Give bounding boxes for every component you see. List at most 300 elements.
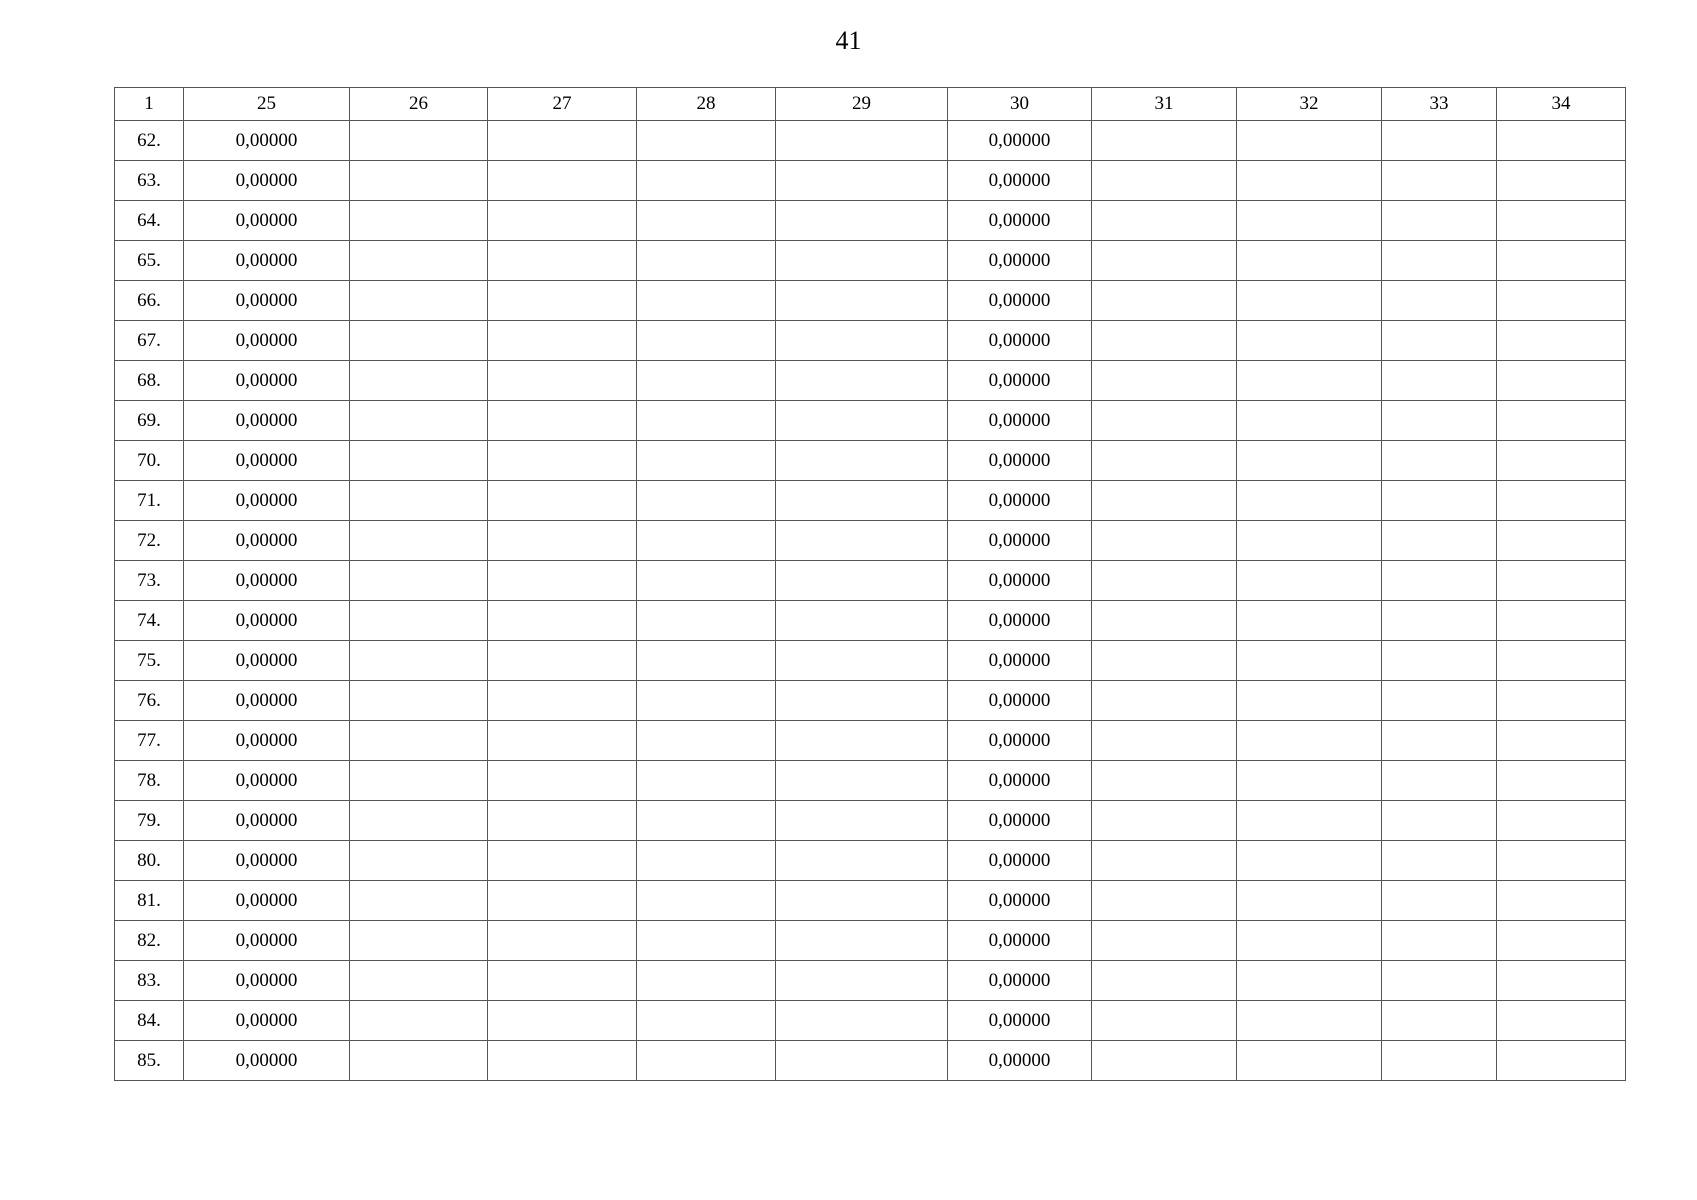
table-cell [1382, 961, 1497, 1001]
table-cell [488, 561, 637, 601]
table-cell [1382, 361, 1497, 401]
table-row [115, 521, 1626, 561]
table-cell [1237, 681, 1382, 721]
table-cell: 0,00000 [948, 161, 1092, 201]
table-cell [350, 201, 488, 241]
table-cell [776, 281, 948, 321]
table-cell [776, 841, 948, 881]
table-cell [1382, 601, 1497, 641]
table-row [115, 881, 1626, 921]
table-cell [1237, 601, 1382, 641]
table-row [115, 961, 1626, 1001]
table-cell [1382, 721, 1497, 761]
table-cell: 0,00000 [948, 1041, 1092, 1081]
table-cell [776, 881, 948, 921]
table-cell [488, 201, 637, 241]
table-cell [488, 521, 637, 561]
column-header: 25 [184, 88, 350, 121]
table-cell [350, 1041, 488, 1081]
table-row [115, 921, 1626, 961]
table-cell [1237, 241, 1382, 281]
table-cell [1497, 521, 1626, 561]
table-row [115, 281, 1626, 321]
table-cell: 0,00000 [184, 401, 350, 441]
table-body [115, 121, 1626, 1081]
table-cell: 0,00000 [184, 361, 350, 401]
table-cell: 0,00000 [948, 361, 1092, 401]
table-row [115, 601, 1626, 641]
table-cell: 0,00000 [948, 721, 1092, 761]
table-cell [637, 841, 776, 881]
row-number-cell: 72. [115, 521, 184, 561]
table-cell [1382, 161, 1497, 201]
table-cell [637, 281, 776, 321]
table-cell: 0,00000 [948, 441, 1092, 481]
table-row [115, 681, 1626, 721]
table-cell [1237, 481, 1382, 521]
table-cell [637, 321, 776, 361]
table-cell [776, 561, 948, 601]
table-cell [1497, 921, 1626, 961]
table-cell: 0,00000 [948, 1001, 1092, 1041]
column-header: 32 [1237, 88, 1382, 121]
table-cell [488, 241, 637, 281]
table-cell [1092, 881, 1237, 921]
table-cell [1382, 761, 1497, 801]
table-cell [776, 1001, 948, 1041]
table-cell [776, 161, 948, 201]
table-cell: 0,00000 [948, 881, 1092, 921]
table-cell [488, 161, 637, 201]
table-cell: 0,00000 [948, 641, 1092, 681]
table-cell [1092, 1001, 1237, 1041]
table-cell: 0,00000 [184, 721, 350, 761]
row-number-cell: 82. [115, 921, 184, 961]
table-cell [776, 401, 948, 441]
table-cell: 0,00000 [948, 681, 1092, 721]
table-cell [776, 801, 948, 841]
row-number-cell: 76. [115, 681, 184, 721]
table-cell [1237, 1001, 1382, 1041]
table-cell [637, 561, 776, 601]
table-cell [1497, 161, 1626, 201]
table-cell: 0,00000 [948, 801, 1092, 841]
table-cell [776, 361, 948, 401]
table-cell [1092, 441, 1237, 481]
table-cell [350, 321, 488, 361]
table-cell [776, 121, 948, 161]
table-header [115, 88, 1626, 121]
table-cell [776, 921, 948, 961]
table-cell [1382, 681, 1497, 721]
table-cell [776, 641, 948, 681]
table-cell [1092, 361, 1237, 401]
page-number: 41 [835, 26, 862, 55]
table-cell: 0,00000 [184, 481, 350, 521]
column-header: 27 [488, 88, 637, 121]
table-cell: 0,00000 [184, 321, 350, 361]
table-cell: 0,00000 [948, 921, 1092, 961]
table-cell [350, 681, 488, 721]
table-cell [350, 281, 488, 321]
table-cell [1382, 561, 1497, 601]
table-cell [1092, 601, 1237, 641]
table-cell [1092, 481, 1237, 521]
table-cell [637, 961, 776, 1001]
row-number-cell: 66. [115, 281, 184, 321]
table-cell [488, 881, 637, 921]
table-cell: 0,00000 [948, 481, 1092, 521]
row-number-cell: 78. [115, 761, 184, 801]
data-table [114, 87, 1626, 1081]
table-cell [488, 441, 637, 481]
row-number-cell: 75. [115, 641, 184, 681]
table-cell [776, 761, 948, 801]
table-cell [1237, 721, 1382, 761]
table-cell [1497, 641, 1626, 681]
table-cell [637, 521, 776, 561]
column-header: 29 [776, 88, 948, 121]
row-number-cell: 77. [115, 721, 184, 761]
table-cell [1497, 201, 1626, 241]
table-cell [350, 401, 488, 441]
table-row [115, 481, 1626, 521]
table-row [115, 1041, 1626, 1081]
table-cell: 0,00000 [948, 281, 1092, 321]
table-cell [488, 681, 637, 721]
table-cell [1092, 161, 1237, 201]
table-cell [488, 961, 637, 1001]
table-cell [1497, 961, 1626, 1001]
row-number-cell: 81. [115, 881, 184, 921]
table-cell [1237, 561, 1382, 601]
table-cell [1382, 841, 1497, 881]
table-cell: 0,00000 [948, 761, 1092, 801]
table-row [115, 641, 1626, 681]
table-cell [1382, 921, 1497, 961]
table-row [115, 401, 1626, 441]
table-cell [1092, 641, 1237, 681]
table-cell [1497, 761, 1626, 801]
table-cell [1092, 841, 1237, 881]
row-number-cell: 63. [115, 161, 184, 201]
table-cell [488, 361, 637, 401]
row-number-cell: 62. [115, 121, 184, 161]
table-cell [637, 161, 776, 201]
row-number-cell: 68. [115, 361, 184, 401]
table-row [115, 561, 1626, 601]
table-cell [1382, 321, 1497, 361]
table-cell [488, 1001, 637, 1041]
column-header: 33 [1382, 88, 1497, 121]
column-header: 31 [1092, 88, 1237, 121]
table-cell [776, 1041, 948, 1081]
table-cell [488, 721, 637, 761]
table-cell [1497, 121, 1626, 161]
table-cell [1237, 881, 1382, 921]
table-cell [1092, 1041, 1237, 1081]
row-number-cell: 73. [115, 561, 184, 601]
table-cell [1237, 121, 1382, 161]
table-cell [1237, 1041, 1382, 1081]
table-cell [488, 321, 637, 361]
table-cell [1382, 121, 1497, 161]
table-cell [1497, 1041, 1626, 1081]
row-number-cell: 70. [115, 441, 184, 481]
row-number-cell: 64. [115, 201, 184, 241]
table-cell: 0,00000 [948, 201, 1092, 241]
table-cell: 0,00000 [184, 961, 350, 1001]
table-cell [350, 841, 488, 881]
table-cell [350, 361, 488, 401]
table-cell [776, 321, 948, 361]
table-cell: 0,00000 [184, 841, 350, 881]
table-cell: 0,00000 [184, 1041, 350, 1081]
table-cell: 0,00000 [184, 801, 350, 841]
table-cell: 0,00000 [184, 641, 350, 681]
row-number-cell: 84. [115, 1001, 184, 1041]
table-cell [350, 921, 488, 961]
table-cell: 0,00000 [184, 201, 350, 241]
table-cell [776, 521, 948, 561]
table-cell [1382, 481, 1497, 521]
table-cell [776, 481, 948, 521]
table-cell [1497, 281, 1626, 321]
table-cell [1382, 641, 1497, 681]
table-row [115, 201, 1626, 241]
table-row [115, 321, 1626, 361]
table-cell [1382, 881, 1497, 921]
table-cell [776, 241, 948, 281]
table-cell [1497, 481, 1626, 521]
table-cell [1237, 281, 1382, 321]
table-cell [776, 601, 948, 641]
table-row [115, 161, 1626, 201]
table-cell [350, 1001, 488, 1041]
table-cell [1092, 281, 1237, 321]
table-cell [350, 441, 488, 481]
table-cell: 0,00000 [948, 601, 1092, 641]
table-cell [350, 761, 488, 801]
table-cell [350, 241, 488, 281]
table-cell [637, 361, 776, 401]
table-row [115, 801, 1626, 841]
table-cell [1382, 281, 1497, 321]
table-cell [488, 921, 637, 961]
table-cell [1237, 921, 1382, 961]
row-number-cell: 74. [115, 601, 184, 641]
table-cell [776, 961, 948, 1001]
table-cell [1497, 441, 1626, 481]
table-cell [1237, 801, 1382, 841]
table-cell [1497, 241, 1626, 281]
table-cell [1092, 961, 1237, 1001]
table-cell: 0,00000 [948, 121, 1092, 161]
column-header: 1 [115, 88, 184, 121]
table-cell [1092, 321, 1237, 361]
table-cell: 0,00000 [184, 121, 350, 161]
table-cell: 0,00000 [184, 761, 350, 801]
table-cell: 0,00000 [184, 561, 350, 601]
table-cell [637, 881, 776, 921]
table-cell [1237, 761, 1382, 801]
row-number-cell: 69. [115, 401, 184, 441]
table-cell [1382, 801, 1497, 841]
table-cell [1382, 1041, 1497, 1081]
table-row [115, 761, 1626, 801]
table-cell [1382, 441, 1497, 481]
header-row [115, 88, 1626, 121]
table-cell [1382, 521, 1497, 561]
row-number-cell: 79. [115, 801, 184, 841]
table-cell: 0,00000 [948, 841, 1092, 881]
table-cell [637, 921, 776, 961]
table-row [115, 241, 1626, 281]
table-cell [1497, 841, 1626, 881]
table-cell [637, 1001, 776, 1041]
table-cell [637, 241, 776, 281]
table-cell: 0,00000 [948, 561, 1092, 601]
table-cell [350, 801, 488, 841]
table-cell [1092, 681, 1237, 721]
table-cell [1092, 241, 1237, 281]
table-cell [488, 401, 637, 441]
table-cell [488, 481, 637, 521]
table-cell [1237, 321, 1382, 361]
table-cell: 0,00000 [948, 401, 1092, 441]
table-cell: 0,00000 [184, 921, 350, 961]
column-header: 34 [1497, 88, 1626, 121]
table-row [115, 441, 1626, 481]
table-cell: 0,00000 [184, 161, 350, 201]
column-header: 28 [637, 88, 776, 121]
table-cell [637, 681, 776, 721]
table-cell [637, 801, 776, 841]
row-number-cell: 65. [115, 241, 184, 281]
table-cell: 0,00000 [184, 281, 350, 321]
table-row [115, 361, 1626, 401]
table-cell [1497, 321, 1626, 361]
table-cell [350, 721, 488, 761]
table-cell: 0,00000 [184, 881, 350, 921]
table-cell [1092, 801, 1237, 841]
table-cell [1092, 561, 1237, 601]
table-cell [637, 721, 776, 761]
table-cell [637, 401, 776, 441]
table-cell [637, 441, 776, 481]
table-cell [1497, 681, 1626, 721]
table-cell [637, 601, 776, 641]
table-cell: 0,00000 [184, 681, 350, 721]
table-row [115, 121, 1626, 161]
table-cell [776, 681, 948, 721]
table-cell [1382, 241, 1497, 281]
table-cell [350, 881, 488, 921]
table-cell [1497, 801, 1626, 841]
table-cell: 0,00000 [948, 241, 1092, 281]
column-header: 30 [948, 88, 1092, 121]
table-cell [1237, 161, 1382, 201]
table-cell [1382, 401, 1497, 441]
table-row [115, 721, 1626, 761]
table-cell [1382, 1001, 1497, 1041]
table-cell [637, 761, 776, 801]
table-row [115, 1001, 1626, 1041]
table-cell [1497, 721, 1626, 761]
row-number-cell: 80. [115, 841, 184, 881]
table-cell [350, 601, 488, 641]
table-cell [1497, 601, 1626, 641]
table-cell [1497, 1001, 1626, 1041]
table-cell [1237, 441, 1382, 481]
table-cell: 0,00000 [184, 441, 350, 481]
table-cell [637, 121, 776, 161]
table-cell [1497, 561, 1626, 601]
table-cell [350, 121, 488, 161]
table-cell [1237, 521, 1382, 561]
table-cell [350, 561, 488, 601]
table-cell: 0,00000 [184, 601, 350, 641]
table-cell [488, 801, 637, 841]
table-cell [1497, 361, 1626, 401]
table-cell: 0,00000 [184, 241, 350, 281]
table-cell [1092, 121, 1237, 161]
table-cell: 0,00000 [184, 1001, 350, 1041]
table-cell [1092, 521, 1237, 561]
table-cell [1237, 361, 1382, 401]
row-number-cell: 71. [115, 481, 184, 521]
table-cell [1092, 761, 1237, 801]
table-cell [1497, 401, 1626, 441]
table-cell [488, 121, 637, 161]
table-cell [350, 641, 488, 681]
table-cell [488, 761, 637, 801]
table-cell: 0,00000 [184, 521, 350, 561]
table-cell: 0,00000 [948, 961, 1092, 1001]
table-cell: 0,00000 [948, 521, 1092, 561]
table-cell [1092, 921, 1237, 961]
table-cell [637, 201, 776, 241]
table-cell [776, 441, 948, 481]
table-cell [1497, 881, 1626, 921]
table-cell: 0,00000 [948, 321, 1092, 361]
table-cell [1092, 201, 1237, 241]
table-cell [350, 961, 488, 1001]
row-number-cell: 83. [115, 961, 184, 1001]
table-cell [1237, 201, 1382, 241]
table-cell [776, 201, 948, 241]
table-row [115, 841, 1626, 881]
table-cell [488, 281, 637, 321]
column-header: 26 [350, 88, 488, 121]
table-cell [1092, 721, 1237, 761]
table-cell [1237, 961, 1382, 1001]
table-cell [488, 601, 637, 641]
table-cell [1237, 841, 1382, 881]
table-cell [488, 641, 637, 681]
table-cell [350, 521, 488, 561]
table-cell [1237, 641, 1382, 681]
table-cell [1382, 201, 1497, 241]
row-number-cell: 85. [115, 1041, 184, 1081]
table-cell [637, 641, 776, 681]
table-cell [488, 1041, 637, 1081]
table-cell [637, 1041, 776, 1081]
table-cell [776, 721, 948, 761]
table-cell [1237, 401, 1382, 441]
row-number-cell: 67. [115, 321, 184, 361]
table-cell [350, 161, 488, 201]
